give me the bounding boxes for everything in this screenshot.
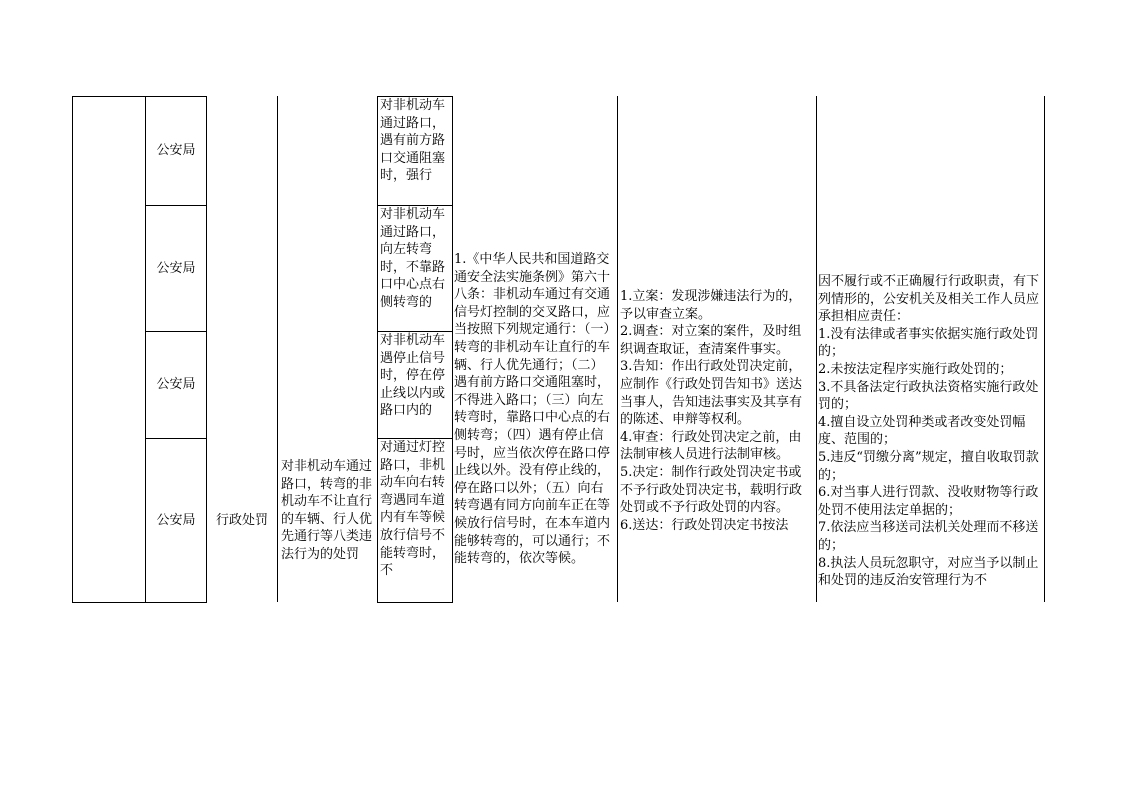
table-cell-dept: 公安局 (156, 143, 196, 159)
table-border (1044, 96, 1045, 602)
table-border (816, 96, 817, 602)
table-border (377, 602, 453, 603)
table-border (452, 96, 453, 602)
table-cell-responsibility (818, 97, 1042, 602)
table-cell-sub-item: 对非机动车通过路口，向左转弯时，不靠路口中心点右侧转弯的 (380, 207, 446, 310)
table-border (617, 96, 618, 602)
table-cell-sub-item: 对非机动车通过路口，遇有前方路口交通阻塞时，强行 (380, 98, 446, 184)
table-cell-sub-item: 对通过灯控路口，非机动车向右转弯遇同车道内有车等候放行信号不能转弯时，不 (380, 440, 446, 579)
table-cell-dept: 公安局 (156, 377, 196, 393)
table-cell-process (620, 97, 814, 602)
table-cell-dept: 公安局 (156, 512, 196, 528)
process-text: 1.立案：发现涉嫌违法行为的，予以审查立案。 2.调查：对立案的案件，及时组织调查取证，查清案件事实。 3.告知：作出行政处罚决定前，应制作《行政处罚告知书》送达当事人，告知违法事实及其享有的陈述、申辩等权利。 4.审查：行政处罚决定之前，由法制审核人员进行法制审核。 5.决定：制作行政处罚决定书或不予行政处罚决定书，载明行政处罚或不予行政处罚的内容。 6.送达：行政处罚决定书按法 (620, 289, 803, 533)
table-border (377, 96, 378, 602)
basis-text: 1.《中华人民共和国道路交通安全法实施条例》第六十八条：非机动车通过有交通信号灯控制的交叉路口，应当按照下列规定通行：（一）转弯的非机动车让直行的车辆、行人优先通行；（二）遇有前方路口交通阻塞时，不得进入路口；（三）向左转弯时，靠路口中心点的右侧转弯；（四）遇有停止信号时，应当依次停在路口停止线以外。没有停止线的，停在路口以外；（五）向右转弯遇有同方向前车正在等候放行信号时，在本车道内能够转弯的，可以通行；不能转弯的，依次等候。 (454, 252, 611, 567)
table-border (72, 602, 207, 603)
table-cell-dept: 公安局 (156, 260, 196, 276)
responsibility-text: 因不履行或不正确履行行政职责，有下列情形的，公安机关及相关工作人员应承担相应责任： 1.没有法律或者事实依据实施行政处罚的； 2.未按法定程序实施行政处罚的； 3.不具备法定行政执法资格实施行政处罚的； 4.擅自设立处罚种类或者改变处罚幅度、范围的； 5.违反“罚缴分离”规定，擅自收取罚款的； 6.对当事人进行罚款、没收财物等行政处罚不使用法定单据的； 7.依法应当移送司法机关处理而不移送的； 8.执法人员玩忽职守，对应当予以制止和处罚的违反治安管理行为不 (818, 274, 1040, 589)
table-cell-category: 行政处罚 (215, 512, 268, 528)
table-border (72, 96, 73, 602)
table-cell-item-name: 对非机动车通过路口，转弯的非机动车不让直行的车辆、行人优先通行等八类违法行为的处罚 (281, 459, 373, 562)
table-border (277, 96, 278, 602)
table-cell-basis (454, 97, 616, 602)
table-cell-sub-item: 对非机动车遇停止信号时，停在停止线以内或路口内的 (380, 333, 446, 419)
